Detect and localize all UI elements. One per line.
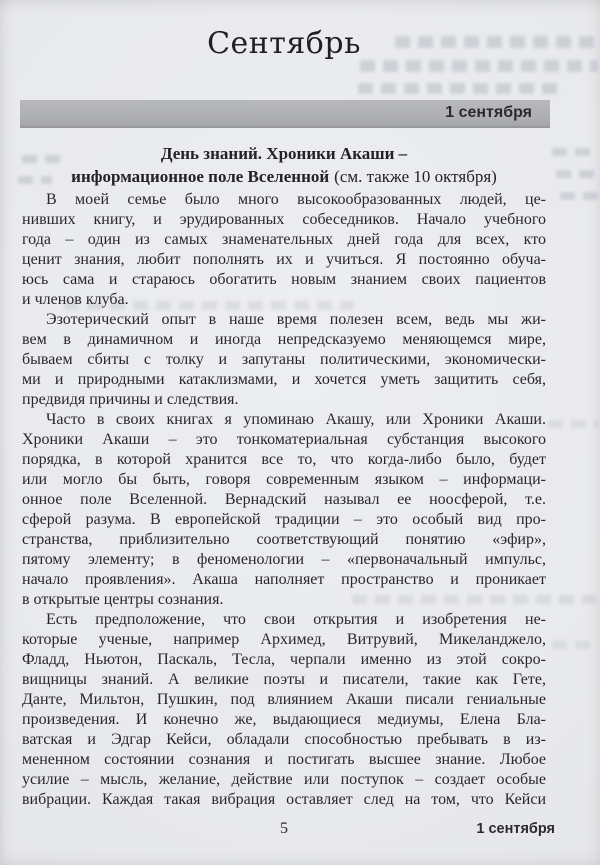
text-line: и членов клуба. <box>22 291 129 308</box>
bleedthrough-artifact <box>358 83 563 94</box>
paragraph <box>22 310 546 410</box>
date-banner-label: 1 сентября <box>445 104 532 121</box>
text-line: начало проявления». Акаша наполняет пространство и проникает <box>22 571 546 588</box>
text-line: ми и природными катаклизмами, и хочется уметь защитить себя, <box>22 371 546 388</box>
text-line: бываем сбиты с толку и запутаны политическими, экономически- <box>22 351 546 368</box>
paragraph <box>22 610 546 810</box>
text-line: Фладд, Ньютон, Паскаль, Тесла, черпали именно из этой сокро- <box>22 651 546 668</box>
bleedthrough-artifact <box>560 192 598 200</box>
text-line: вибрации. Каждая такая вибрация оставляет след на том, что Кейси <box>22 791 546 808</box>
bleedthrough-artifact <box>548 420 598 428</box>
footer-date-label: 1 сентября <box>476 821 555 837</box>
paragraph <box>22 410 546 610</box>
bleedthrough-artifact <box>552 641 598 649</box>
bleedthrough-artifact <box>552 148 598 156</box>
text-line: вищницы знаний. А великие поэты и писатели, такие как Гете, <box>22 671 546 688</box>
text-line: пятому элементу; в феноменологии – «первоначальный импульс, <box>22 551 546 568</box>
text-line: нивших книгу, и эрудированных собеседников. Начало учебного <box>22 211 546 228</box>
body-text <box>22 190 546 810</box>
date-banner <box>20 100 550 128</box>
text-line: сферой разума. В европейской традиции – это особый вид про- <box>22 511 546 528</box>
text-line: предвидя причины и следствия. <box>22 391 239 408</box>
entry-heading-title-part: информационное поле Вселенной <box>71 167 330 186</box>
text-line: ватская и Эдгар Кейси, обладали способностью пребывать в из- <box>22 731 546 748</box>
month-title: Сентябрь <box>207 26 361 61</box>
entry-heading-line2 <box>22 165 546 188</box>
text-line: или могло бы быть, говоря современным языком – информаци- <box>22 471 546 488</box>
paragraph <box>22 190 546 310</box>
text-line: Эзотерический опыт в наше время полезен всем, ведь мы жи- <box>46 311 546 328</box>
text-line: Часто в своих книгах я упоминаю Акашу, или Хроники Акаши. <box>46 411 546 428</box>
entry-heading-crossref: (см. также 10 октября) <box>334 167 497 186</box>
entry-heading <box>22 142 546 188</box>
text-line: порядка, в которой хранится все то, что когда-либо было, будет <box>22 451 546 468</box>
text-line: в открытые центры сознания. <box>22 591 224 608</box>
text-line: Есть предположение, что свои открытия и изобретения не- <box>46 611 546 628</box>
text-line: усилие – мысль, желание, действие или поступок – создает особые <box>22 771 546 788</box>
text-line: Хроники Акаши – это тонкоматериальная субстанция высокого <box>22 431 546 448</box>
text-line: Данте, Мильтон, Пушкин, под влиянием Акаши писали гениальные <box>22 691 546 708</box>
text-line: В моей семье было много высокообразованных людей, це- <box>46 191 546 208</box>
text-line: года – один из самых знаменательных дней года для всех, кто <box>22 231 546 248</box>
text-line: онное поле Вселенной. Вернадский называл ее ноосферой, т.е. <box>22 491 546 508</box>
text-line: которые ученые, например Архимед, Витрувий, Микеланджело, <box>22 631 546 648</box>
text-line: юсь сама и стараюсь обогатить новым знанием своих пациентов <box>22 271 546 288</box>
text-line: вем в динамичном и иногда непредсказуемо меняющемся мире, <box>22 331 546 348</box>
page-number: 5 <box>280 820 288 837</box>
bleedthrough-artifact <box>556 170 598 178</box>
text-line: ценит знания, любит пополнять их и учиться. Я постоянно обуча- <box>22 251 546 268</box>
entry-heading-line1: День знаний. Хроники Акаши – <box>160 144 408 163</box>
text-line: странства, приблизительно соответствующий понятию «эфир», <box>22 531 546 548</box>
text-line: произведения. И конечно же, выдающиеся медиумы, Елена Бла- <box>22 711 546 728</box>
text-line: мененном состоянии сознания и постигать высшее знание. Любое <box>22 751 546 768</box>
